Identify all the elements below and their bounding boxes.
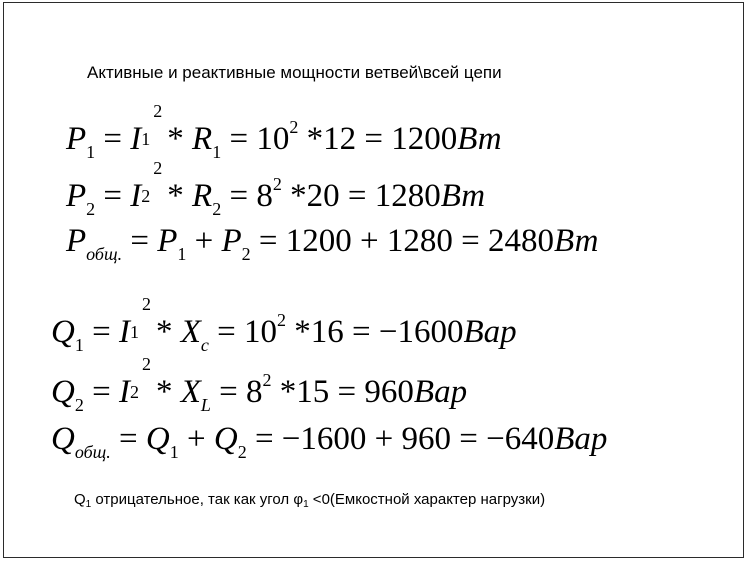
equation-q-total: $Q_{общ.} = Q_1 + Q_2 = -1600 + 960 = -640Вар$: [51, 421, 608, 462]
slide-title: Активные и реактивные мощности ветвей\всей цепи: [87, 63, 502, 82]
equation-p2: $P_2 = I$ 2 2 * $R_2 = 8^2$ *20 = 1280Вт: [66, 158, 486, 219]
equation-q2: $Q_2 = I$ 2 2 * $X_L = 8^2$ *15 = 960Вар: [51, 354, 468, 415]
slide: [3, 2, 744, 558]
equation-q1: $Q_1 = I$ 2 1 * $X_c = 10^2$ *16 = −1600Вар: [51, 294, 517, 355]
equation-p1: $P_1 = I$ 2 1 * $R_1 = 10^2$ *12 = 1200Вт: [66, 101, 502, 162]
footnote: $Q_1$ отрицательное, так как угол $\varphi_1$ <0(Емкостной характер нагрузки): [74, 491, 546, 510]
equation-p-total: $P_{общ.} = P_1 + P_2 = 1200 + 1280 = 2480Вт$: [66, 223, 599, 264]
